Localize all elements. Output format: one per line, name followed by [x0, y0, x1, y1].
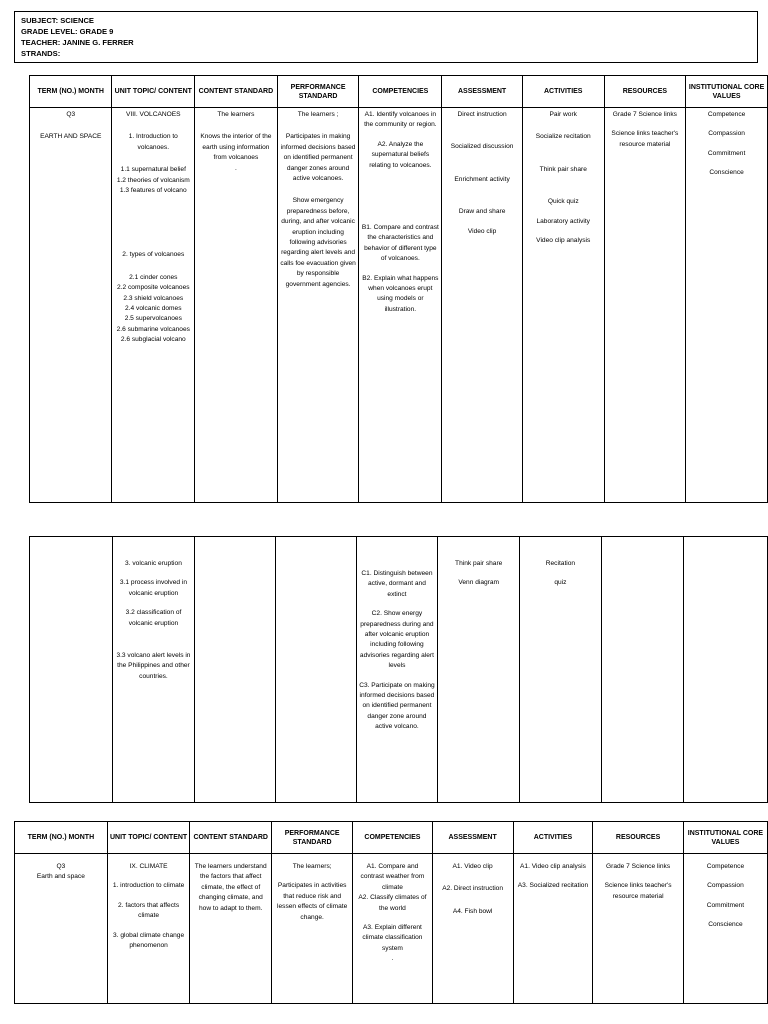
col-assessment-header: ASSESSMENT [442, 76, 523, 108]
unit-cell: IX. CLIMATE 1. introduction to climate 2. factors that affects climate 3. global climate change phenomenon [107, 854, 190, 1004]
core-values-cell [684, 537, 768, 803]
col-activities-header: ACTIVITIES [513, 822, 593, 854]
assessment-cell: A1. Video clip A2. Direct instruction A4. Fish bowl [432, 854, 513, 1004]
content-standard-cell: The learners understand the factors that affect climate, the effect of changing climate, and how to adapt to them. [190, 854, 272, 1004]
subject-line: SUBJECT: SCIENCE [21, 16, 94, 25]
content-standard-cell [195, 537, 276, 803]
competencies-cell: A1. Compare and contrast weather from climate A2. Classify climates of the world A3. Explain different climate classification system . [353, 854, 432, 1004]
content-standard-cell: The learners Knows the interior of the earth using information from volcanoes . [195, 108, 278, 503]
performance-standard-cell: The learners ; Participates in making informed decisions based on identified permanent danger zones around active volcanoes. Show emergency preparedness before, during, and after volcanic eruption including following advisories regarding alert levels and calls foe evacuation given by responsible government agencies. [277, 108, 359, 503]
col-performance-header: PERFORMANCE STANDARD [272, 822, 353, 854]
col-competencies-header: COMPETENCIES [353, 822, 432, 854]
teacher-line: TEACHER: JANINE G. FERRER [21, 38, 134, 47]
assessment-cell: Think pair share Venn diagram [438, 537, 520, 803]
core-values-cell: Competence Compassion Commitment Conscience [683, 854, 767, 1004]
col-activities-header: ACTIVITIES [522, 76, 604, 108]
col-values-header: INSTITUTIONAL CORE VALUES [683, 822, 767, 854]
col-term-header: TERM (NO.) MONTH [15, 822, 108, 854]
resources-cell: Grade 7 Science links Science links teacher's resource material [593, 854, 684, 1004]
unit-cell: 3. volcanic eruption 3.1 process involved in volcanic eruption 3.2 classification of volcanic eruption 3.3 volcano alert levels in the Philippines and other countries. [112, 537, 195, 803]
term-cell: Q3 Earth and space [15, 854, 108, 1004]
term-cell [30, 537, 113, 803]
col-term-header: TERM (NO.) MONTH [30, 76, 112, 108]
curriculum-table-climate [14, 821, 768, 1004]
plan-header-box [14, 11, 758, 63]
col-content-header: CONTENT STANDARD [190, 822, 272, 854]
curriculum-table-volcanic-eruption [29, 536, 768, 803]
assessment-cell: Direct instruction Socialized discussion Enrichment activity Draw and share Video clip [442, 108, 523, 503]
performance-standard-cell [275, 537, 356, 803]
strands-line: STRANDS: [21, 49, 61, 58]
resources-cell: Grade 7 Science links Science links teacher's resource material [604, 108, 686, 503]
col-assessment-header: ASSESSMENT [432, 822, 513, 854]
col-competencies-header: COMPETENCIES [359, 76, 442, 108]
col-performance-header: PERFORMANCE STANDARD [277, 76, 359, 108]
activities-cell: A1. Video clip analysis A3. Socialized recitation [513, 854, 593, 1004]
resources-cell [601, 537, 684, 803]
core-values-cell: Competence Compassion Commitment Conscience [686, 108, 768, 503]
grade-line: GRADE LEVEL: GRADE 9 [21, 27, 114, 36]
competencies-cell: C1. Distinguish between active, dormant and extinct C2. Show energy preparedness during and after volcanic eruption including following advisories regarding alert levels C3. Participate on making informed decisions based on identified permanent danger zone around active volcano. [356, 537, 438, 803]
col-resources-header: RESOURCES [604, 76, 686, 108]
unit-cell: VIII. VOLCANOES 1. Introduction to volcanoes. 1.1 supernatural belief 1.2 theories of volcanism 1.3 features of volcano 2. types of volcanoes 2.1 cinder cones 2.2 composite volcanoes 2.3 shield volcanoes 2.4 volcanic domes 2.5 supervolcanoes 2.6 submarine volcanoes 2.6 subglacial volcano [112, 108, 195, 503]
performance-standard-cell: The learners; Participates in activities that reduce risk and lessen effects of climate change. [272, 854, 353, 1004]
competencies-cell: A1. Identify volcanoes in the community or region. A2. Analyze the supernatural beliefs relating to volcanoes. B1. Compare and contrast the characteristics and behavior of different type of volcanoes. B2. Explain what happens when volcanoes erupt using models or illustration. [359, 108, 442, 503]
col-resources-header: RESOURCES [593, 822, 684, 854]
term-cell: Q3 EARTH AND SPACE [30, 108, 112, 503]
col-unit-header: UNIT TOPIC/ CONTENT [107, 822, 190, 854]
col-content-header: CONTENT STANDARD [195, 76, 278, 108]
activities-cell: Recitation quiz [520, 537, 602, 803]
col-unit-header: UNIT TOPIC/ CONTENT [112, 76, 195, 108]
activities-cell: Pair work Socialize recitation Think pair share Quick quiz Laboratory activity Video clip analysis [522, 108, 604, 503]
col-values-header: INSTITUTIONAL CORE VALUES [686, 76, 768, 108]
curriculum-table-volcanoes [29, 75, 768, 503]
